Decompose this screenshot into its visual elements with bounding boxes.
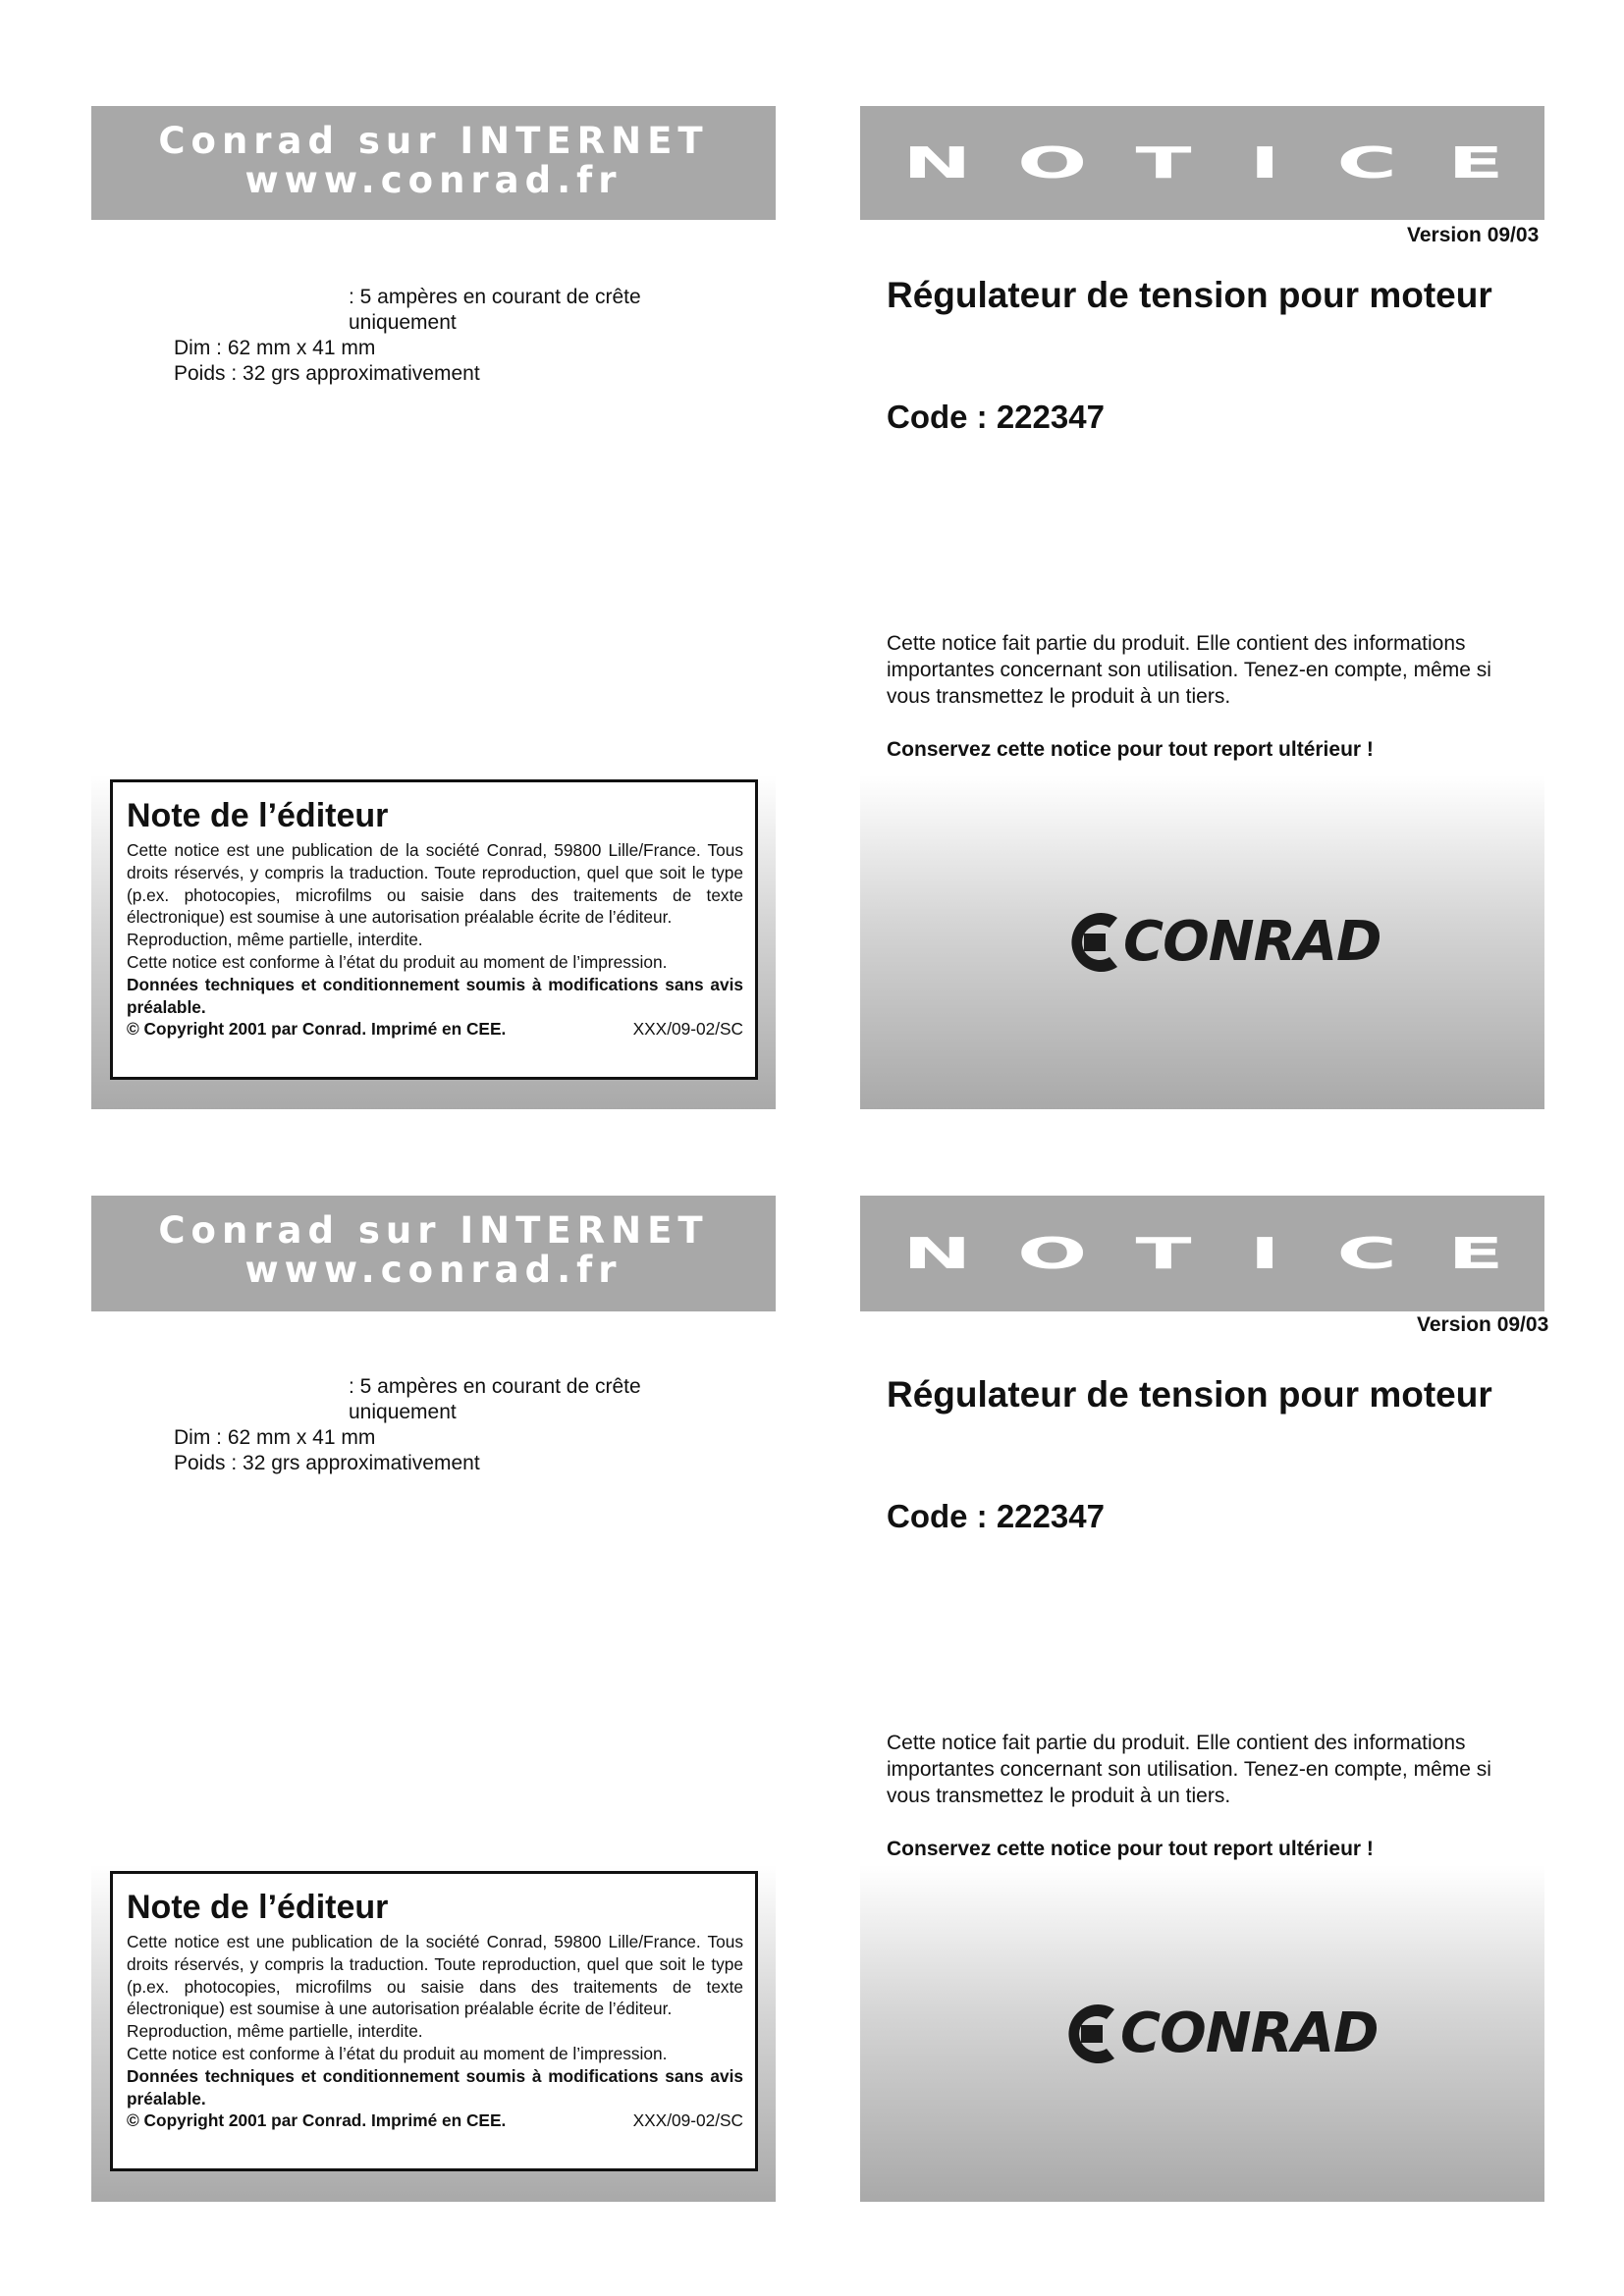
editor-note-reproduction: Reproduction, même partielle, interdite. — [127, 930, 423, 950]
notice-letter: N — [902, 1228, 972, 1279]
spec-weight: Poids : 32 grs approximativement — [174, 1452, 480, 1474]
internet-banner-line1: Conrad sur INTERNET — [158, 1209, 709, 1252]
notice-letter: E — [1447, 1228, 1504, 1279]
spec-current: : 5 ampères en courant de crête — [349, 286, 641, 308]
keep-notice: Conservez cette notice pour tout report ultérieur ! — [887, 738, 1374, 761]
notice-letter: C — [1336, 1228, 1397, 1279]
conrad-logo-text: CONRAD — [1123, 910, 1381, 974]
editor-note-title: Note de l’éditeur — [127, 797, 389, 834]
editor-note-footer — [127, 1018, 743, 1041]
editor-note-publication: Cette notice est une publication de la société Conrad, 59800 Lille/France. Tous droits réservés, y compris la traduction. Toute reproduction, quel que soit le type (p.ex. photocopies, microfilms ou saisie dans des traitements de texte électronique) est soumise à une autorisation préalable écrite de l’éditeur. — [127, 1932, 743, 2019]
keep-notice: Conservez cette notice pour tout report ultérieur ! — [887, 1838, 1374, 1860]
version-label: Version 09/03 — [1417, 1313, 1549, 1336]
conrad-logo-mark-icon — [1057, 2000, 1120, 2068]
editor-note-footer — [127, 2109, 743, 2132]
editor-note-changes: Données techniques et conditionnement soumis à modifications sans avis préalable. — [127, 2065, 743, 2109]
internet-banner-line1: Conrad sur INTERNET — [158, 120, 709, 162]
internet-banner — [91, 1196, 776, 1311]
notice-banner — [860, 106, 1544, 220]
conrad-logo-text: CONRAD — [1120, 2002, 1379, 2065]
copyright: © Copyright 2001 par Conrad. Imprimé en CEE. — [127, 2110, 507, 2131]
spec-current-cont: uniquement — [349, 1401, 457, 1423]
notice-letter: I — [1249, 1228, 1280, 1279]
notice-letter: E — [1447, 137, 1504, 188]
notice-letter: O — [1016, 137, 1087, 188]
internet-banner — [91, 106, 776, 220]
internet-banner-url: www.conrad.fr — [244, 159, 623, 201]
editor-note-conformity: Cette notice est conforme à l’état du produit au moment de l’impression. — [127, 951, 668, 972]
notice-letter: O — [1016, 1228, 1087, 1279]
editor-note-conformity: Cette notice est conforme à l’état du produit au moment de l’impression. — [127, 2043, 668, 2063]
page-title: Régulateur de tension pour moteur — [887, 1374, 1492, 1415]
notice-letter: T — [1135, 1228, 1192, 1279]
editor-note-title: Note de l’éditeur — [127, 1889, 389, 1926]
conrad-logo-mark-icon — [1060, 908, 1123, 977]
editor-note-reproduction: Reproduction, même partielle, interdite. — [127, 2021, 423, 2042]
copyright: © Copyright 2001 par Conrad. Imprimé en CEE. — [127, 1019, 507, 1040]
internet-banner-url: www.conrad.fr — [244, 1249, 623, 1291]
reference-code: XXX/09-02/SC — [632, 2110, 743, 2131]
editor-note-publication: Cette notice est une publication de la société Conrad, 59800 Lille/France. Tous droits réservés, y compris la traduction. Toute reproduction, quel que soit le type (p.ex. photocopies, microfilms ou saisie dans des traitements de texte électronique) est soumise à une autorisation préalable écrite de l’éditeur. — [127, 840, 743, 928]
conrad-logo — [1060, 908, 1381, 977]
notice-letter: C — [1336, 137, 1397, 188]
editor-note — [110, 1871, 758, 2171]
notice-letter: I — [1249, 137, 1280, 188]
notice-letter: T — [1135, 137, 1192, 188]
reference-code: XXX/09-02/SC — [632, 1019, 743, 1040]
product-code: Code : 222347 — [887, 399, 1105, 435]
notice-banner — [860, 1196, 1544, 1311]
notice-letter: N — [902, 137, 972, 188]
version-label: Version 09/03 — [1407, 224, 1540, 246]
intro-text: Cette notice fait partie du produit. Elle contient des informations importantes concernant son utilisation. Tenez-en compte, même si vous transmettez le produit à un tiers. — [887, 1732, 1491, 1807]
intro-text: Cette notice fait partie du produit. Elle contient des informations importantes concernant son utilisation. Tenez-en compte, même si vous transmettez le produit à un tiers. — [887, 632, 1491, 708]
spec-current: : 5 ampères en courant de crête — [349, 1375, 641, 1398]
spec-dimensions: Dim : 62 mm x 41 mm — [174, 337, 376, 359]
spec-weight: Poids : 32 grs approximativement — [174, 362, 480, 385]
product-code: Code : 222347 — [887, 1498, 1105, 1534]
spec-dimensions: Dim : 62 mm x 41 mm — [174, 1426, 376, 1449]
spec-block — [174, 285, 641, 387]
editor-note — [110, 779, 758, 1080]
conrad-logo — [1057, 2000, 1379, 2068]
page-title: Régulateur de tension pour moteur — [887, 275, 1492, 315]
spec-current-cont: uniquement — [349, 311, 457, 334]
editor-note-changes: Données techniques et conditionnement soumis à modifications sans avis préalable. — [127, 974, 743, 1017]
spec-block — [174, 1374, 641, 1476]
